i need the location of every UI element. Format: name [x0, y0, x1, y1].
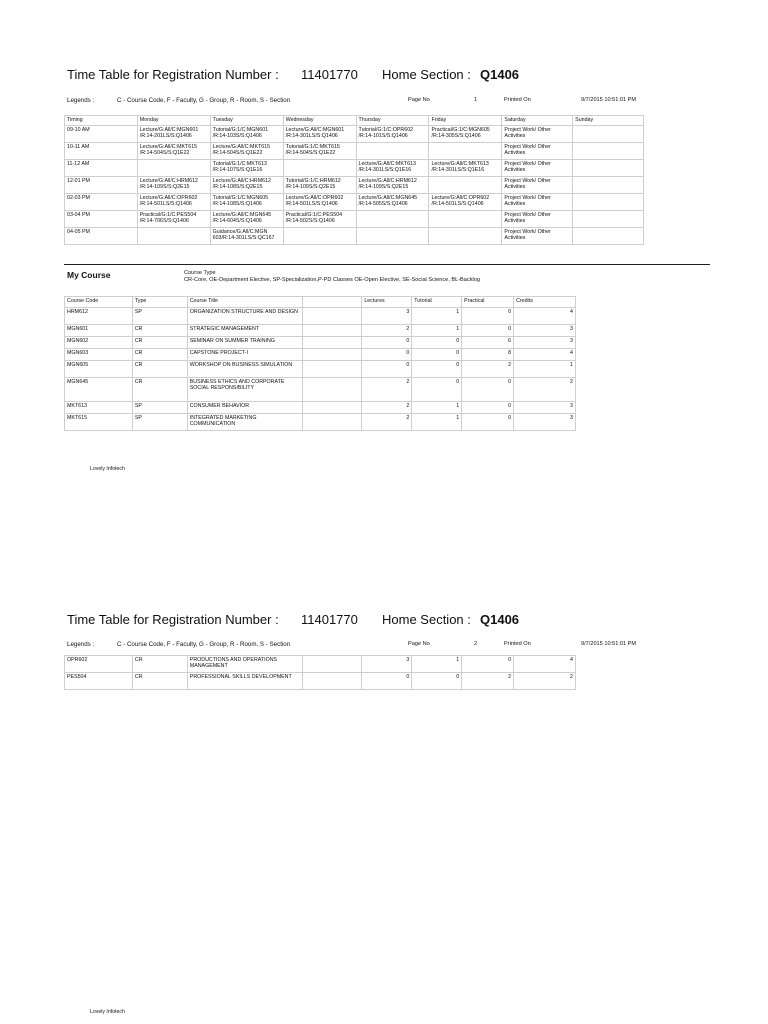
- cell: Lecture/G:All/C:MGN601 /R:14-201LS/S:Q1406: [137, 126, 210, 143]
- cell: ORGANIZATION STRUCTURE AND DESIGN: [187, 308, 302, 325]
- page1-title: [67, 67, 667, 82]
- timetable-row: [65, 194, 644, 211]
- cell: 0: [462, 402, 514, 414]
- course-row: [65, 308, 576, 325]
- cell: 1: [514, 361, 576, 378]
- cell: Project Work/ Other Activities: [502, 143, 573, 160]
- cell: CR: [132, 656, 187, 673]
- cell: 2: [514, 673, 576, 690]
- cell: Tutorial/G:1/C:MGN601 /R:14-103S/S:Q1406: [210, 126, 283, 143]
- my-course-heading: My Course: [67, 270, 111, 280]
- printed-label: Printed On: [504, 97, 531, 103]
- cell: Project Work/ Other Activities: [502, 194, 573, 211]
- cell: BUSINESS ETHICS AND CORPORATE SOCIAL RESPONSIBILITY: [187, 378, 302, 402]
- cell: Lecture/G:All/C:OPR602 /R:14-501LS/S:Q1406: [283, 194, 356, 211]
- cell: Project Work/ Other Activities: [502, 177, 573, 194]
- cell: 4: [514, 308, 576, 325]
- cell: [573, 177, 644, 194]
- footer-page2: Lovely Infotech: [90, 1009, 125, 1015]
- timetable-row: [65, 211, 644, 228]
- cell: [302, 349, 362, 361]
- page-no: 2: [474, 641, 478, 647]
- course-row: [65, 402, 576, 414]
- course-type-label: Course Type: [184, 270, 216, 276]
- cell: Tutorial/G:1/C:HRM612 /R:14-109S/S:Q2E15: [283, 177, 356, 194]
- course-row: [65, 361, 576, 378]
- timetable-row: [65, 160, 644, 177]
- cell: 1: [412, 414, 462, 431]
- cell: 6: [462, 337, 514, 349]
- page-no: 1: [474, 97, 478, 103]
- cell: 0: [362, 349, 412, 361]
- cell: INTEGRATED MARKETING COMMUNICATION: [187, 414, 302, 431]
- cell: PRODUCTIONS AND OPERATIONS MANAGEMENT: [187, 656, 302, 673]
- cell: 2: [362, 414, 412, 431]
- cell: [302, 402, 362, 414]
- legend-text: C - Course Code, F - Faculty, G - Group, R - Room, S - Section: [117, 97, 291, 104]
- cell: Lecture/G:All/C:MKT613 /R:14-301LS/S:Q1E16: [356, 160, 429, 177]
- header-timing: Timing: [65, 116, 138, 126]
- cell: [429, 228, 502, 245]
- header-sunday: Sunday: [573, 116, 644, 126]
- home-section: Q1406: [480, 67, 520, 82]
- section-divider: [64, 264, 710, 265]
- header-thursday: Thursday: [356, 116, 429, 126]
- cell: [356, 143, 429, 160]
- legend-label: Legends :: [67, 97, 95, 104]
- cell: [573, 228, 644, 245]
- cell: 04-05 PM: [65, 228, 138, 245]
- cell: MKT613: [65, 402, 133, 414]
- cell: 0: [362, 361, 412, 378]
- cell: Lecture/G:All/C:HRM612 /R:14-108S/S:Q2E15: [210, 177, 283, 194]
- cell: MGN603: [65, 349, 133, 361]
- cell: 2: [362, 325, 412, 337]
- header-friday: Friday: [429, 116, 502, 126]
- cell: [356, 228, 429, 245]
- legend-text: C - Course Code, F - Faculty, G - Group, R - Room, S - Section: [117, 641, 291, 648]
- course-row: [65, 414, 576, 431]
- cell: MGN645: [65, 378, 133, 402]
- cell: [429, 143, 502, 160]
- page-no-label: Page No: [408, 641, 430, 647]
- printed-label: Printed On: [504, 641, 531, 647]
- reg-number: 11401770: [301, 67, 358, 82]
- cell: [573, 160, 644, 177]
- cell: CR: [132, 673, 187, 690]
- home-label: Home Section :: [382, 67, 471, 82]
- header-tuesday: Tuesday: [210, 116, 283, 126]
- cell: [429, 211, 502, 228]
- cell: 09-10 AM: [65, 126, 138, 143]
- cell: Project Work/ Other Activities: [502, 211, 573, 228]
- cell: CR: [132, 337, 187, 349]
- cell: Lecture/G:All/C:HRM612 /R:14-109S/S:Q2E15: [137, 177, 210, 194]
- printed-on: 9/7/2015 10:51:01 PM: [581, 97, 637, 103]
- cell: Lecture/G:All/C:MGN645 /R:14-604S/S:Q1406: [210, 211, 283, 228]
- timetable-row: [65, 228, 644, 245]
- cell: 0: [362, 673, 412, 690]
- cell: 0: [412, 361, 462, 378]
- header-credits: Credits: [514, 297, 576, 308]
- cell: MKT615: [65, 414, 133, 431]
- cell: 02-03 PM: [65, 194, 138, 211]
- cell: [356, 211, 429, 228]
- cell: CONSUMER BEHAVIOR: [187, 402, 302, 414]
- title-prefix: Time Table for Registration Number :: [67, 67, 279, 82]
- cell: Lecture/G:All/C:MGN645 /R:14-505S/S:Q1406: [356, 194, 429, 211]
- cell: 0: [462, 414, 514, 431]
- cell: OPR602: [65, 656, 133, 673]
- footer-page1: Lovely Infotech: [90, 466, 125, 472]
- cell: Project Work/ Other Activities: [502, 228, 573, 245]
- cell: [302, 656, 362, 673]
- cell: 0: [462, 308, 514, 325]
- cell: 2: [362, 402, 412, 414]
- cell: [283, 228, 356, 245]
- cell: [302, 308, 362, 325]
- cell: 0: [412, 673, 462, 690]
- timetable-header-row: [65, 116, 644, 126]
- cell: WORKSHOP ON BUSINESS SIMULATION: [187, 361, 302, 378]
- home-section: Q1406: [480, 612, 520, 627]
- timetable-row: [65, 126, 644, 143]
- header-type: Type: [132, 297, 187, 308]
- cell: SP: [132, 402, 187, 414]
- cell: 3: [362, 308, 412, 325]
- cell: 0: [462, 378, 514, 402]
- cell: 0: [462, 325, 514, 337]
- cell: [573, 211, 644, 228]
- cell: [429, 177, 502, 194]
- cell: SP: [132, 414, 187, 431]
- cell: Tutorial/G:1/C:MKT615 /R:14-504S/S:Q1E22: [283, 143, 356, 160]
- course-header-row: [65, 297, 576, 308]
- cell: Lecture/G:All/C:MKT615 /R:14-504S/S:Q1E22: [137, 143, 210, 160]
- cell: 8: [462, 349, 514, 361]
- cell: 3: [362, 656, 412, 673]
- cell: STRATEGIC MANAGEMENT: [187, 325, 302, 337]
- cell: Project Work/ Other Activities: [502, 126, 573, 143]
- cell: 0: [412, 378, 462, 402]
- course-row: [65, 673, 576, 690]
- header-monday: Monday: [137, 116, 210, 126]
- cell: PES504: [65, 673, 133, 690]
- cell: 4: [514, 349, 576, 361]
- cell: SEMINAR ON SUMMER TRAINING: [187, 337, 302, 349]
- cell: [302, 337, 362, 349]
- home-label: Home Section :: [382, 612, 471, 627]
- header-saturday: Saturday: [502, 116, 573, 126]
- cell: 2: [362, 378, 412, 402]
- cell: 11-12 AM: [65, 160, 138, 177]
- cell: 1: [412, 308, 462, 325]
- cell: [302, 414, 362, 431]
- reg-number: 11401770: [301, 612, 358, 627]
- cell: 2: [462, 361, 514, 378]
- cell: 03-04 PM: [65, 211, 138, 228]
- cell: 3: [514, 402, 576, 414]
- cell: [302, 673, 362, 690]
- header-wednesday: Wednesday: [283, 116, 356, 126]
- course-type-desc: CR-Core, OE-Department Elective, SP-Specialization,P-PD Classes OE-Open Elective, SE-Social Science, BL-Backlog: [184, 277, 480, 283]
- cell: [283, 160, 356, 177]
- timetable-row: [65, 143, 644, 160]
- cell: 1: [412, 325, 462, 337]
- cell: HRM612: [65, 308, 133, 325]
- course-table-page2: [64, 655, 576, 690]
- cell: 0: [412, 349, 462, 361]
- cell: Lecture/G:All/C:MKT613 /R:14-301LS/S:Q1E16: [429, 160, 502, 177]
- course-row: [65, 325, 576, 337]
- cell: CR: [132, 325, 187, 337]
- cell: [137, 228, 210, 245]
- header-course-code: Course Code: [65, 297, 133, 308]
- header-blank: [302, 297, 362, 308]
- course-row: [65, 656, 576, 673]
- cell: Practical/G:1/C:PES504 /R:14-502S/S:Q1406: [283, 211, 356, 228]
- cell: [302, 325, 362, 337]
- cell: 0: [462, 656, 514, 673]
- cell: 3: [514, 414, 576, 431]
- cell: 12-01 PM: [65, 177, 138, 194]
- cell: CAPSTONE PROJECT-I: [187, 349, 302, 361]
- cell: SP: [132, 308, 187, 325]
- printed-on: 9/7/2015 10:51:01 PM: [581, 641, 637, 647]
- cell: 1: [412, 402, 462, 414]
- course-row: [65, 378, 576, 402]
- cell: MGN602: [65, 337, 133, 349]
- cell: [573, 126, 644, 143]
- course-row: [65, 349, 576, 361]
- cell: MGN605: [65, 361, 133, 378]
- cell: Practical/G:1/C:PES504 /R:14-706S/S:Q1406: [137, 211, 210, 228]
- cell: Lecture/G:All/C:OPR602 /R:14-501LS/S:Q1406: [429, 194, 502, 211]
- cell: 3: [514, 325, 576, 337]
- cell: 2: [462, 673, 514, 690]
- cell: MGN601: [65, 325, 133, 337]
- cell: 0: [412, 337, 462, 349]
- cell: Project Work/ Other Activities: [502, 160, 573, 177]
- page-no-label: Page No: [408, 97, 430, 103]
- cell: Lecture/G:All/C:OPR602 /R:14-501LS/S:Q1406: [137, 194, 210, 211]
- cell: Practical/G:1/C:MGN605 /R:14-305S/S:Q1406: [429, 126, 502, 143]
- title-prefix: Time Table for Registration Number :: [67, 612, 279, 627]
- header-tutorial: Tutorial: [412, 297, 462, 308]
- cell: CR: [132, 361, 187, 378]
- cell: Lecture/G:All/C:HRM612 /R:14-109S/S:Q2E15: [356, 177, 429, 194]
- cell: 10-11 AM: [65, 143, 138, 160]
- course-table: [64, 296, 576, 431]
- cell: Tutorial/G:1/C:OPR602 /R:14-101S/S:Q1406: [356, 126, 429, 143]
- header-practical: Practical: [462, 297, 514, 308]
- page2-title: [67, 612, 667, 627]
- cell: Guidance/G:All/C:MGN 603/R:14-301LS/S:QC167: [210, 228, 283, 245]
- cell: PROFESSIONAL SKILLS DEVELOPMENT: [187, 673, 302, 690]
- cell: Lecture/G:All/C:MKT615 /R:14-504S/S:Q1E22: [210, 143, 283, 160]
- course-row: [65, 337, 576, 349]
- cell: 0: [362, 337, 412, 349]
- cell: [573, 143, 644, 160]
- cell: 3: [514, 337, 576, 349]
- cell: [302, 361, 362, 378]
- header-lectures: Lectures: [362, 297, 412, 308]
- cell: Tutorial/G:1/C:MKT613 /R:14-107S/S:Q1E16: [210, 160, 283, 177]
- cell: [137, 160, 210, 177]
- cell: 2: [514, 378, 576, 402]
- timetable-row: [65, 177, 644, 194]
- cell: [573, 194, 644, 211]
- cell: Tutorial/G:1/C:MGN605 /R:14-108S/S:Q1406: [210, 194, 283, 211]
- legend-label: Legends :: [67, 641, 95, 648]
- cell: 4: [514, 656, 576, 673]
- header-course-title: Course Title: [187, 297, 302, 308]
- cell: CR: [132, 378, 187, 402]
- timetable: [64, 115, 644, 245]
- cell: 1: [412, 656, 462, 673]
- cell: CR: [132, 349, 187, 361]
- cell: Lecture/G:All/C:MGN601 /R:14-301LS/S:Q1406: [283, 126, 356, 143]
- cell: [302, 378, 362, 402]
